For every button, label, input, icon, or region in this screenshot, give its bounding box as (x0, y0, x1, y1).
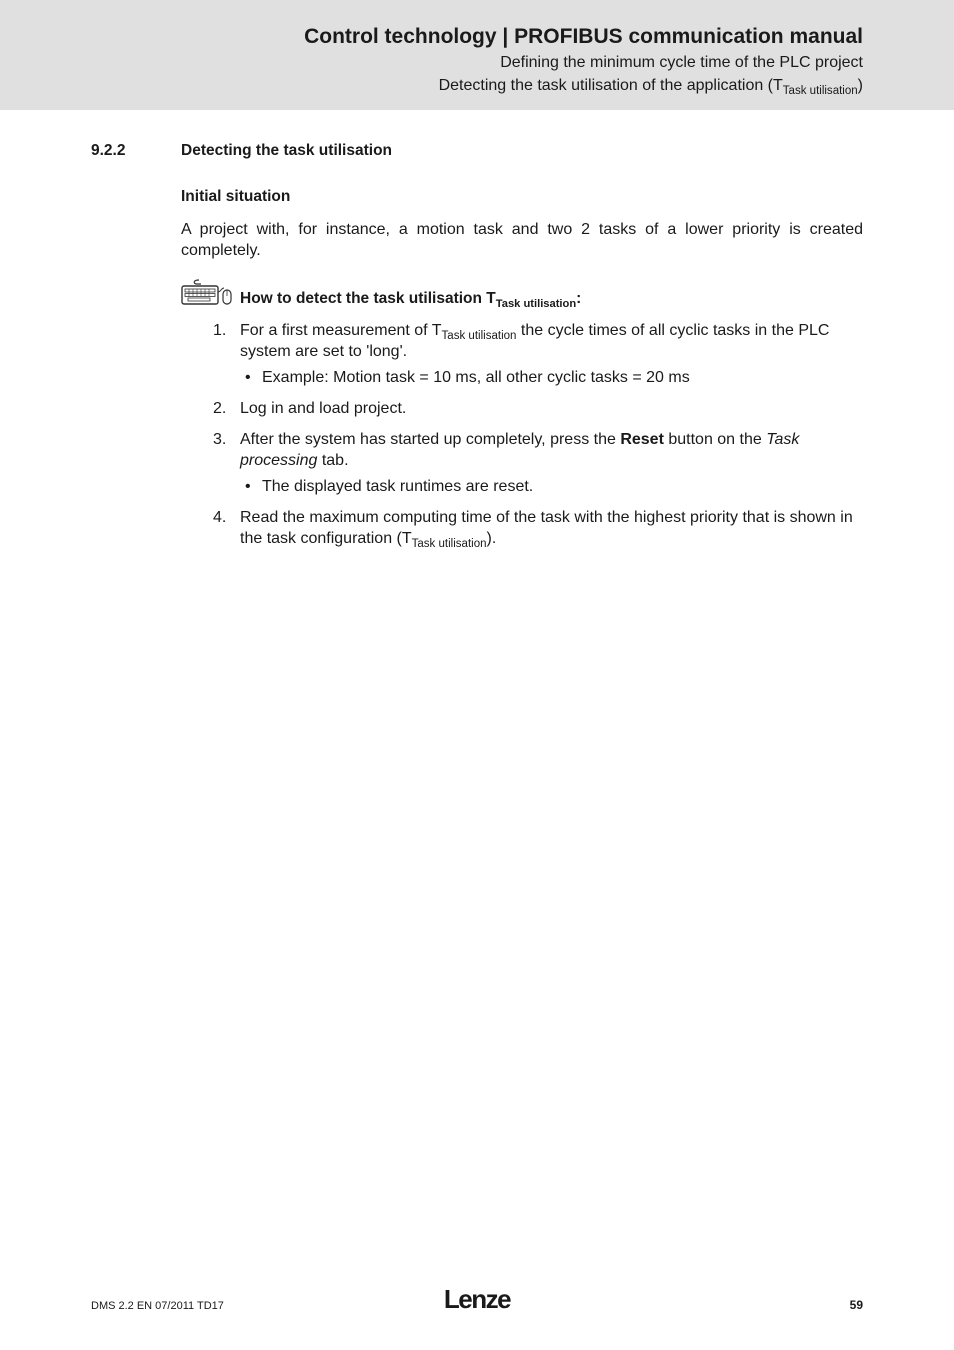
initial-situation-heading: Initial situation (181, 188, 291, 205)
section-subtitle: Detecting the task utilisation of the application $(T_{Task utilisation})$ (438, 77, 863, 98)
steps-list (181, 320, 863, 559)
page-number: 59 (849, 1298, 863, 1312)
keyboard-mouse-icon (181, 278, 233, 306)
step-3 (181, 429, 863, 497)
step-4 (181, 507, 863, 549)
step-number: 1. (213, 322, 227, 339)
step-text: Read the maximum computing time of the task with the highest priority that is shown in the task configuration $(T_{Task utilisation})$. (240, 509, 853, 551)
manual-title: Control technology | PROFIBUS communication manual (304, 25, 863, 48)
step-2 (181, 398, 863, 419)
footer-doc-id: DMS 2.2 EN 07/2011 TD17 (91, 1300, 224, 1312)
page-header (0, 0, 954, 110)
section-number: 9.2.2 (91, 142, 126, 159)
initial-situation-text: A project with, for instance, a motion task and two 2 tasks of a lower priority is created completely. (181, 221, 863, 259)
chapter-subtitle: Defining the minimum cycle time of the PLC project (500, 54, 863, 71)
svg-text:Lenze: Lenze (443, 1284, 511, 1314)
section-title: Detecting the task utilisation (181, 142, 393, 159)
step-number: 2. (213, 400, 227, 417)
step-number: 4. (213, 509, 227, 526)
step-bullet: • The displayed task runtimes are reset. (245, 478, 534, 495)
step-bullet: • Example: Motion task = 10 ms, all other cyclic tasks = 20 ms (245, 369, 690, 386)
step-1 (181, 320, 863, 388)
lenze-logo (437, 1284, 517, 1314)
howto-heading: How to detect the task utilisation $T_{Task utilisation}$: (240, 290, 582, 310)
step-number: 3. (213, 431, 227, 448)
bullet-dot: • (245, 369, 251, 386)
step-text: Log in and load project. (240, 400, 407, 417)
step-text: For a first measurement of $T_{Task utilisation}$ the cycle times of all cyclic tasks in the PLC system are set to 'long'. (240, 322, 830, 360)
step-text: After the system has started up completely, press the Reset button on the Task processing tab. (240, 431, 800, 469)
bullet-dot: • (245, 478, 251, 495)
